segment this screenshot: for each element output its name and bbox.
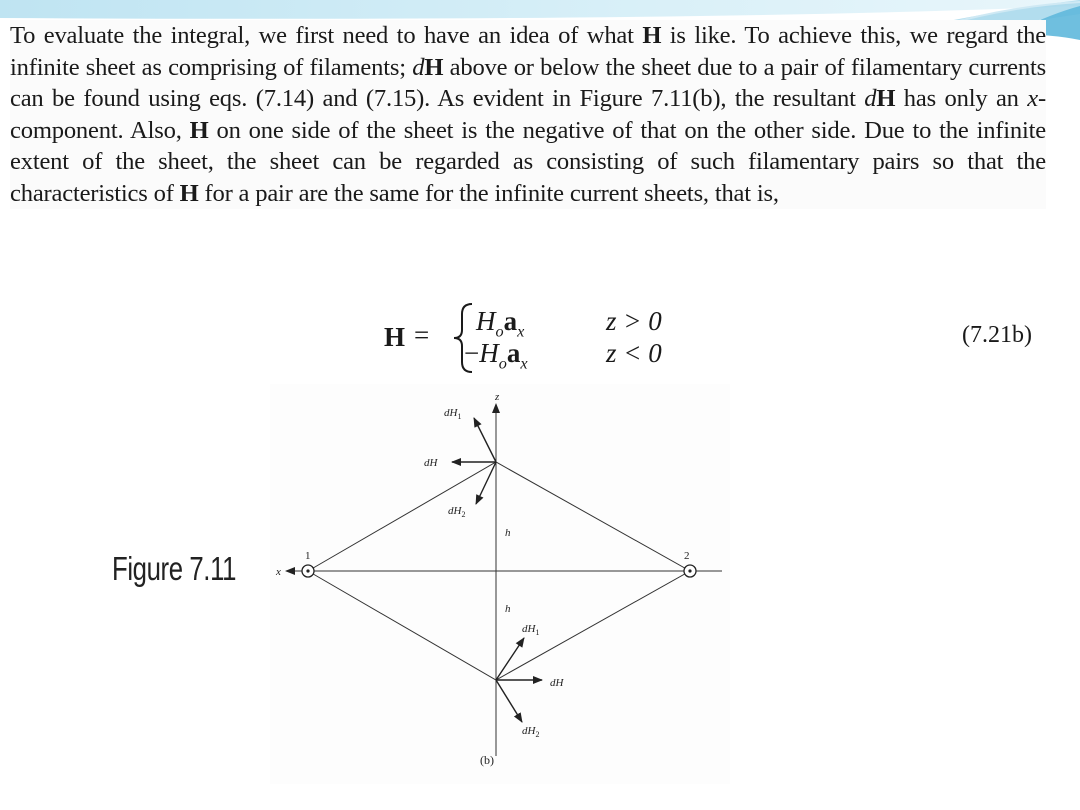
text-run: is like. To achieve this, we regard the infinite sheet as comprising of filaments; [10, 22, 1046, 81]
equation-condition-1: z > 0 [606, 306, 662, 336]
text-run: -component. Also, [10, 85, 1047, 144]
equation-case-2 [464, 338, 528, 373]
symbol-H: H [642, 22, 662, 49]
text-run: on one side of the sheet is the negative of that on the other side. Due to the infinite extent of the sheet, the sheet can be regarded as consisting of such filamentary pairs so that the characteristics of [10, 116, 1047, 207]
text-run: for a pair are the same for the infinite current sheets, that is, [198, 179, 779, 207]
symbol-H: H [876, 85, 896, 112]
text-run: above or below the sheet due to a pair of filamentary currents can be found using eqs. (7.14) and (7.15). As evident in Figure 7.11(b), the resultant [10, 53, 1046, 112]
figure-caption: (b) [480, 753, 494, 767]
equation-number: (7.21b) [962, 322, 1032, 348]
bot-dH2-label: $dH_2$ [522, 725, 540, 739]
eq-sub: o [495, 322, 504, 341]
symbol-x: x [1027, 85, 1039, 112]
body-paragraph [10, 20, 1046, 209]
eq-sign: − [464, 338, 480, 368]
eq-unit-vector: a [503, 306, 518, 336]
top-dH-label: dH [424, 457, 438, 469]
bot-dH1-label: $dH_1$ [522, 623, 540, 637]
text-run: has only an [895, 85, 1028, 112]
point-2-label: 2 [684, 550, 690, 562]
h-top-label: h [505, 527, 511, 539]
x-axis-label: x [276, 566, 281, 578]
equation-case-1 [476, 306, 524, 341]
symbol-H: H [179, 179, 199, 207]
equation-equals: = [414, 320, 430, 350]
equation-condition-2: z < 0 [606, 338, 662, 368]
z-axis-label: z [495, 391, 500, 403]
text-run: To evaluate the integral, we first need to have an idea of what [10, 22, 643, 49]
figure-background [270, 384, 730, 784]
figure-label: Figure 7.11 [112, 550, 237, 587]
symbol-d: d [412, 53, 425, 81]
symbol-H: H [424, 53, 444, 81]
top-dH2-label: $dH_2$ [448, 505, 466, 519]
h-bottom-label: h [505, 603, 511, 615]
eq-coef: H [479, 338, 499, 368]
equation-7-21b [0, 300, 1080, 380]
bot-dH-label: dH [550, 677, 564, 689]
top-dH1-label: $dH_1$ [444, 407, 462, 421]
eq-coef: H [476, 306, 496, 336]
eq-sub: x [517, 322, 525, 341]
filament-2-dot [688, 569, 691, 572]
symbol-d: d [864, 85, 877, 112]
symbol-H: H [189, 116, 209, 144]
eq-unit-vector: a [506, 338, 521, 368]
eq-sub: o [498, 354, 507, 373]
equation-lhs: H [384, 322, 406, 352]
figure-diagram [270, 384, 730, 784]
eq-sub: x [520, 354, 528, 373]
filament-1-dot [306, 569, 309, 572]
banner-band [0, 0, 1080, 19]
point-1-label: 1 [305, 550, 311, 562]
